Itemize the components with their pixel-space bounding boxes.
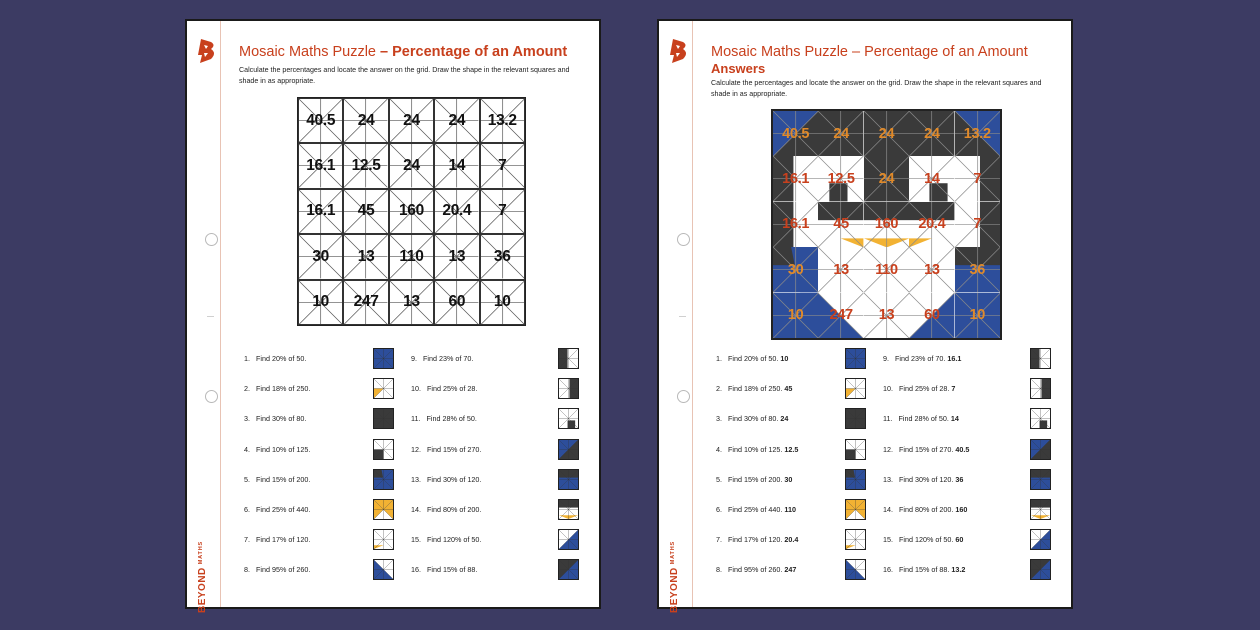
grid-cell (298, 143, 343, 188)
question-answer: 16.1 (947, 354, 962, 363)
shape-swatch (1030, 408, 1051, 429)
question-number: 7. (244, 535, 250, 545)
grid-cell (434, 143, 479, 188)
beyond-logo-icon (668, 38, 688, 64)
grid-cell (343, 98, 388, 143)
question-text: Find 15% of 200. (256, 474, 311, 484)
question-item (411, 565, 477, 574)
solved-grid-cell (864, 111, 909, 156)
solved-grid-cell (818, 293, 863, 338)
shape-swatch (845, 469, 866, 490)
question-item (244, 384, 310, 393)
question-text: Find 15% of 88. (427, 565, 478, 575)
question-text: Find 17% of 120. (728, 535, 783, 545)
solved-grid-cell (864, 202, 909, 247)
question-text: Find 10% of 125. (728, 444, 783, 454)
shape-swatch (558, 499, 579, 520)
question-number: 14. (883, 505, 893, 514)
question-item (883, 354, 961, 363)
question-item (883, 384, 955, 393)
grid-cell-value: 247 (353, 293, 379, 311)
question-number: 11. (883, 414, 893, 424)
question-text: Find 95% of 260. (256, 565, 311, 575)
question-text: Find 120% of 50. (427, 535, 482, 545)
question-item (244, 354, 306, 363)
grid-cell-value: 13 (357, 247, 375, 265)
question-number: 6. (716, 505, 722, 514)
shape-swatch (845, 348, 866, 369)
question-item (883, 565, 965, 574)
grid-cell-value: 10 (787, 307, 804, 324)
grid-cell-value: 45 (833, 216, 849, 233)
question-text: Find 23% of 70. (423, 354, 474, 363)
solved-grid-cell (773, 111, 818, 156)
question-item (716, 505, 796, 514)
grid-cell-value: 7 (498, 202, 507, 220)
grid-cell-value: 160 (874, 216, 899, 233)
shape-swatch (558, 439, 579, 460)
question-item (244, 414, 306, 423)
question-answer: 45 (784, 384, 793, 394)
grid-cell (343, 280, 388, 325)
grid-cell-value: 24 (924, 125, 940, 142)
shape-swatch (1030, 559, 1051, 580)
grid-cell-value: 13 (878, 307, 895, 324)
question-number: 12. (883, 444, 893, 454)
question-text: Find 18% of 250. (256, 384, 311, 394)
solved-grid-cell (773, 202, 818, 247)
question-item (411, 414, 477, 423)
question-number: 1. (244, 354, 250, 363)
solved-grid-cell (955, 202, 1000, 247)
question-item (411, 535, 481, 544)
grid-cell (434, 280, 479, 325)
shape-swatch (1030, 529, 1051, 550)
grid-cell-value: 160 (398, 202, 424, 220)
grid-cell (298, 189, 343, 234)
grid-cell-value: 16.1 (306, 202, 336, 220)
question-number: 5. (244, 474, 250, 484)
shape-swatch (1030, 378, 1051, 399)
shape-swatch (373, 408, 394, 429)
grid-cell-value: 24 (878, 125, 895, 142)
grid-cell-value: 60 (924, 307, 940, 324)
grid-cell (480, 280, 525, 325)
grid-cell-value: 7 (973, 216, 982, 233)
solved-grid-cell (818, 156, 863, 201)
question-number: 8. (716, 565, 722, 575)
question-number: 2. (716, 384, 722, 394)
grid-cell-value: 20.4 (442, 202, 472, 220)
shape-swatch (373, 529, 394, 550)
solved-grid-cell (818, 247, 863, 292)
question-text: Find 95% of 260. (728, 565, 783, 575)
question-item (716, 535, 798, 544)
shape-swatch (373, 378, 394, 399)
grid-cell (434, 189, 479, 234)
question-number: 11. (411, 414, 421, 424)
shape-swatch (1030, 348, 1051, 369)
question-text: Find 120% of 50. (899, 535, 954, 545)
question-answer: 60 (955, 535, 964, 545)
question-text: Find 30% of 120. (899, 474, 954, 484)
solved-grid-cell (864, 156, 909, 201)
punch-hole (677, 390, 690, 403)
brand-vertical: $BEYOND^{MATHS}$ (669, 541, 680, 613)
shape-swatch (845, 499, 866, 520)
question-answer: 10 (780, 354, 789, 363)
question-text: Find 15% of 88. (899, 565, 950, 575)
grid-cell-value: 24 (448, 111, 466, 129)
punch-hole (677, 233, 690, 246)
question-text: Find 80% of 200. (427, 505, 482, 514)
grid-cell (298, 280, 343, 325)
question-item (716, 384, 792, 393)
grid-cell-value: 30 (312, 247, 330, 265)
grid-cell-value: 247 (829, 307, 853, 324)
question-item (411, 384, 477, 393)
question-item (716, 414, 788, 423)
grid-cell (298, 98, 343, 143)
shape-swatch (845, 378, 866, 399)
margin-line (692, 21, 693, 607)
grid-cell (389, 280, 434, 325)
question-number: 15. (411, 535, 421, 545)
grid-cell-value: 110 (399, 247, 424, 265)
grid-cell-value: 60 (448, 293, 466, 311)
shape-swatch (845, 439, 866, 460)
solved-grid-cell (864, 293, 909, 338)
question-answer: 40.5 (955, 444, 970, 454)
solved-grid-cell (909, 293, 954, 338)
question-answer: 14 (950, 414, 959, 424)
margin-line (220, 21, 221, 607)
grid-cell-value: 13.2 (963, 125, 991, 142)
question-item (244, 535, 310, 544)
question-text: Find 17% of 120. (256, 535, 311, 545)
grid-cell (389, 98, 434, 143)
shape-swatch (1030, 499, 1051, 520)
answers-page (657, 19, 1073, 613)
shape-swatch (373, 469, 394, 490)
question-number: 16. (411, 565, 421, 575)
grid-cell-value: 13 (833, 261, 849, 278)
question-number: 13. (411, 474, 421, 484)
solved-grid-cell (909, 247, 954, 292)
grid-cell-value: 7 (973, 171, 982, 188)
question-item (716, 354, 788, 363)
question-number: 9. (411, 354, 417, 363)
grid-cell-value: 40.5 (306, 111, 336, 129)
question-text: Find 28% of 50. (898, 414, 949, 424)
instructions: Calculate the percentages and locate the answer on the grid. Draw the shape in the relevant squares and shade in as appropriate. (239, 66, 570, 85)
question-number: 14. (411, 505, 421, 514)
grid-cell (434, 234, 479, 279)
grid-cell-value: 13 (924, 261, 940, 278)
shape-swatch (1030, 469, 1051, 490)
grid-cell (389, 234, 434, 279)
shape-swatch (558, 408, 579, 429)
question-number: 12. (411, 444, 421, 454)
grid-cell-value: 24 (833, 125, 849, 142)
solved-grid-cell (773, 156, 818, 201)
question-answer: 7 (951, 384, 956, 394)
answers-heading: Answers (711, 61, 766, 76)
instructions: Calculate the percentages and locate the answer on the grid. Draw the shape in the relevant squares and shade in as appropriate. (711, 79, 1042, 98)
question-answer: 247 (784, 565, 797, 575)
question-number: 3. (716, 414, 722, 424)
grid-cell-value: 40.5 (782, 125, 810, 142)
fold-mark (207, 316, 214, 317)
grid-cell-value: 36 (493, 247, 511, 265)
grid-cell-value: 13 (448, 247, 466, 265)
grid-cell-value: 24 (878, 171, 895, 188)
shape-swatch (373, 348, 394, 369)
question-text: Find 80% of 200. (899, 505, 954, 514)
question-number: 10. (411, 384, 421, 394)
question-text: Find 15% of 200. (728, 474, 783, 484)
solved-grid-cell (773, 247, 818, 292)
grid-cell (298, 234, 343, 279)
grid-cell-value: 24 (403, 111, 420, 129)
solved-grid-cell (818, 111, 863, 156)
grid-cell-value: 16.1 (782, 216, 810, 233)
grid-cell (389, 189, 434, 234)
grid-cell (343, 189, 388, 234)
question-item (716, 445, 798, 454)
grid-cell (480, 98, 525, 143)
shape-swatch (558, 529, 579, 550)
question-number: 1. (716, 354, 722, 363)
grid-cell-value: 110 (875, 261, 898, 278)
punch-hole (205, 233, 218, 246)
punch-hole (205, 390, 218, 403)
question-number: 5. (716, 474, 722, 484)
solved-grid-cell (818, 202, 863, 247)
question-item (244, 445, 310, 454)
solved-grid-cell (909, 111, 954, 156)
question-number: 9. (883, 354, 889, 363)
question-answer: 30 (784, 474, 793, 484)
question-number: 3. (244, 414, 250, 424)
shape-swatch (845, 408, 866, 429)
shape-swatch (1030, 439, 1051, 460)
grid-cell-value: 12.5 (351, 157, 381, 175)
grid-cell (343, 143, 388, 188)
grid-cell-value: 16.1 (306, 157, 336, 175)
grid-cell (480, 234, 525, 279)
shape-swatch (845, 529, 866, 550)
grid-cell-value: 10 (312, 293, 330, 311)
grid-cell (434, 98, 479, 143)
question-number: 15. (883, 535, 893, 545)
question-answer: 12.5 (784, 444, 799, 454)
grid-cell-value: 14 (924, 171, 940, 188)
grid-cell (480, 143, 525, 188)
question-text: Find 18% of 250. (728, 384, 783, 394)
question-text: Find 30% of 120. (427, 474, 482, 484)
grid-cell-value: 7 (498, 157, 507, 175)
shape-swatch (373, 499, 394, 520)
fold-mark (679, 316, 686, 317)
grid-cell-value: 36 (969, 261, 986, 278)
grid-cell-value: 13.2 (487, 111, 517, 129)
question-number: 4. (244, 444, 250, 454)
question-item (411, 475, 481, 484)
question-item (883, 475, 963, 484)
shape-swatch (373, 439, 394, 460)
question-number: 10. (883, 384, 893, 394)
beyond-logo-icon (196, 38, 216, 64)
question-number: 16. (883, 565, 893, 575)
grid-cell-value: 12.5 (827, 171, 855, 188)
question-item (411, 354, 473, 363)
grid-cell-value: 30 (787, 261, 804, 278)
worksheet-page (185, 19, 601, 613)
page-title: Mosaic Maths Puzzle – Percentage of an Amount (239, 44, 568, 60)
question-item (883, 505, 967, 514)
question-text: Find 20% of 50. (728, 354, 779, 363)
shape-swatch (373, 559, 394, 580)
solved-grid-cell (773, 293, 818, 338)
question-item (883, 535, 963, 544)
grid-cell-value: 20.4 (918, 216, 946, 233)
grid-cell (480, 189, 525, 234)
shape-swatch (558, 348, 579, 369)
question-answer: 160 (955, 505, 968, 514)
grid-cell-value: 10 (969, 307, 986, 324)
grid-cell-value: 24 (403, 157, 420, 175)
question-text: Find 10% of 125. (256, 444, 311, 454)
question-text: Find 25% of 440. (728, 505, 783, 514)
page-title: Mosaic Maths Puzzle – Percentage of an Amount (711, 44, 1028, 60)
shape-swatch (845, 559, 866, 580)
mosaic-grid (297, 97, 526, 326)
solved-grid-cell (955, 156, 1000, 201)
question-item (716, 475, 792, 484)
question-text: Find 25% of 440. (256, 505, 311, 514)
question-answer: 110 (784, 505, 796, 514)
question-text: Find 28% of 50. (426, 414, 477, 424)
question-number: 4. (716, 444, 722, 454)
question-text: Find 25% of 28. (427, 384, 478, 394)
question-text: Find 23% of 70. (895, 354, 946, 363)
shape-swatch (558, 469, 579, 490)
question-answer: 20.4 (784, 535, 799, 545)
question-text: Find 15% of 270. (899, 444, 954, 454)
question-item (716, 565, 796, 574)
shape-swatch (558, 378, 579, 399)
shape-swatch (558, 559, 579, 580)
question-item (244, 505, 310, 514)
grid-cell-value: 16.1 (782, 171, 810, 188)
solved-grid-cell (955, 111, 1000, 156)
mosaic-grid-solved (771, 109, 1002, 340)
question-number: 6. (244, 505, 250, 514)
question-item (244, 475, 310, 484)
question-text: Find 30% of 80. (728, 414, 779, 424)
grid-cell-value: 10 (493, 293, 511, 311)
question-text: Find 20% of 50. (256, 354, 307, 363)
question-number: 8. (244, 565, 250, 575)
solved-grid-cell (955, 247, 1000, 292)
question-number: 13. (883, 474, 893, 484)
question-answer: 13.2 (951, 565, 966, 575)
question-item (883, 445, 969, 454)
solved-grid-cell (909, 156, 954, 201)
solved-grid-cell (909, 202, 954, 247)
grid-cell (343, 234, 388, 279)
question-number: 2. (244, 384, 250, 394)
question-item (883, 414, 959, 423)
grid-cell-value: 45 (357, 202, 375, 220)
grid-cell-value: 14 (448, 157, 466, 175)
question-text: Find 15% of 270. (427, 444, 482, 454)
grid-cell (389, 143, 434, 188)
question-answer: 24 (780, 414, 789, 424)
question-text: Find 25% of 28. (899, 384, 950, 394)
brand-vertical: $BEYOND^{MATHS}$ (197, 541, 208, 613)
question-text: Find 30% of 80. (256, 414, 307, 424)
question-number: 7. (716, 535, 722, 545)
solved-grid-cell (864, 247, 909, 292)
question-item (244, 565, 310, 574)
grid-cell-value: 24 (357, 111, 375, 129)
question-item (411, 445, 481, 454)
question-answer: 36 (955, 474, 964, 484)
grid-cell-value: 13 (403, 293, 420, 311)
solved-grid-cell (955, 293, 1000, 338)
question-item (411, 505, 481, 514)
